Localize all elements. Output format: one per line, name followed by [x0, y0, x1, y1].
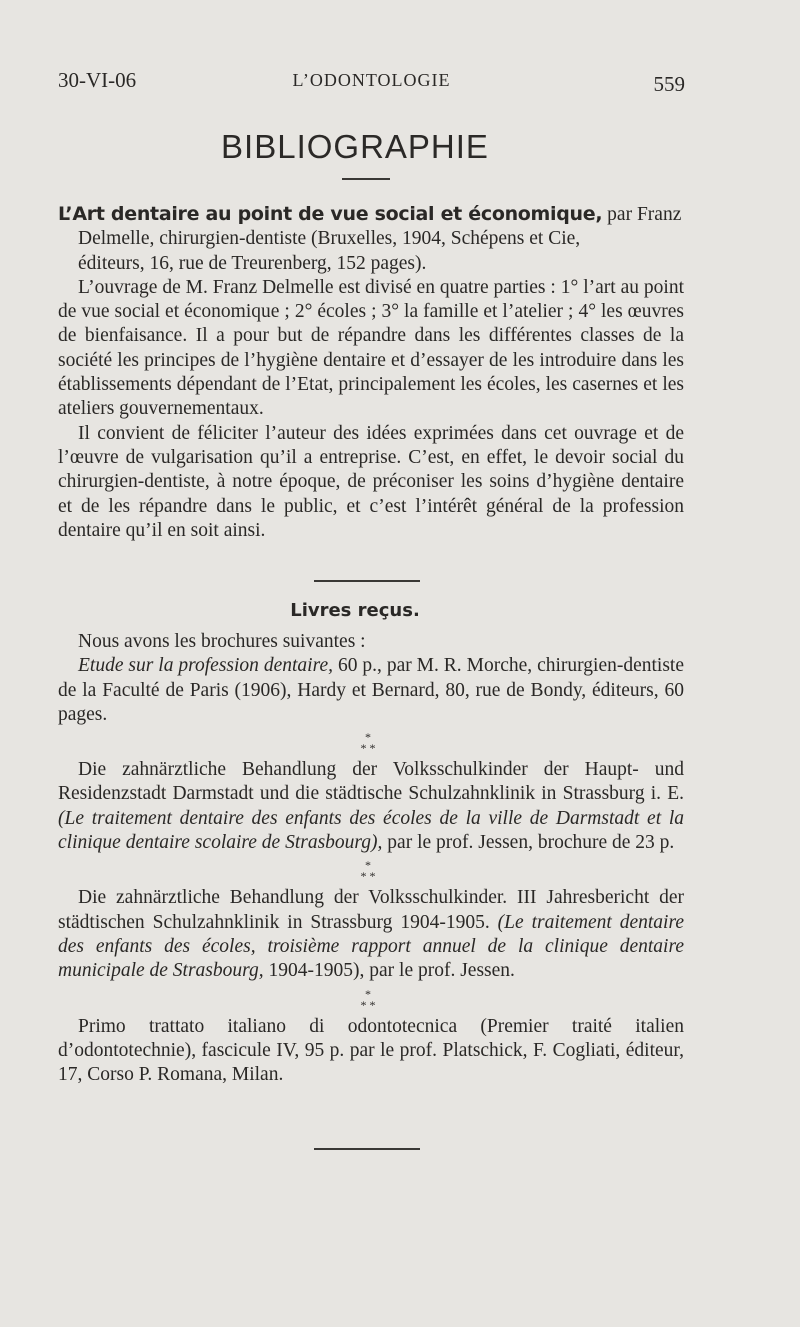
issue-date: 30-VI-06	[58, 68, 137, 92]
star-top: *	[365, 730, 371, 745]
book-3-translation: (Le traitement dentaire des enfants des écoles, troisième rapport annuel de la clinique dentaire municipale de Strasbourg,	[58, 911, 684, 982]
star-separator-2	[58, 858, 684, 884]
section-divider	[314, 580, 420, 582]
star-separator-1	[58, 730, 684, 756]
star-top: *	[365, 858, 371, 873]
book-2-title: Die zahnärztliche Behandlung der Volksschulkinder der Haupt- und Residenzstadt Darmstadt und die städtische Schulzahnklinik in Strassburg i. E.	[58, 759, 684, 805]
book-entry-2	[58, 758, 684, 855]
books-list	[58, 630, 684, 1087]
star-top: *	[365, 986, 371, 1001]
star-pair: * *	[360, 741, 376, 756]
book-2-details: par le prof. Jessen, brochure de 23 p.	[382, 832, 675, 854]
book-3-title: Die zahnärztliche Behandlung der Volksschulkinder. III Jahresbericht der städtischen Schulzahnklinik in Strassburg 1904-1905.	[58, 887, 684, 933]
review-paragraph-1: L’ouvrage de M. Franz Delmelle est divisé en quatre parties : 1° l’art au point de vue social et économique ; 2° écoles ; 3° la famille et l’atelier ; 4° les œuvres de bienfaisance. Il a pour but de répandre dans les différentes classes de la société les principes de l’hygiène dentaire et d’essayer de les introduire dans les établissements dépendant de l’Etat, principalement les écoles, les casernes et les ateliers gouvernementaux.	[58, 276, 684, 420]
star-separator-3	[58, 988, 684, 1010]
books-intro: Nous avons les brochures suivantes :	[78, 631, 366, 652]
review-heading: L’Art dentaire au point de vue social et économique,	[58, 203, 603, 225]
end-divider	[314, 1148, 420, 1150]
book-entry-1	[58, 654, 684, 727]
page-number: 559	[653, 72, 685, 96]
book-3-details: 1904-1905), par le prof. Jessen.	[263, 960, 515, 982]
title-divider	[342, 178, 390, 180]
book-entry-4: Primo trattato italiano di odontotecnica (Premier traité italien d’odontotechnie), fascicule IV, 95 p. par le prof. Platschick, F. Cogliati, éditeur, 17, Corso P. Romana, Milan.	[58, 1015, 684, 1086]
review-paragraph-2: Il convient de féliciter l’auteur des idées exprimées dans cet ouvrage et de l’œuvre de vulgarisation qu’il a entreprise. C’est, en effet, le devoir social du chirurgien-dentiste, à notre époque, de préconiser les soins d’hygiène dentaire et de les répandre dans le public, et c’est l’intérêt général de la profession dentaire qu’il en soit ainsi.	[58, 422, 684, 541]
book-2-translation: (Le traitement dentaire des enfants des écoles de la ville de Darmstadt et la clinique dentaire scolaire de Strasbourg),	[58, 807, 684, 854]
review-entry	[58, 202, 684, 543]
section-heading: BIBLIOGRAPHIE	[221, 128, 489, 165]
running-header	[58, 68, 685, 98]
books-section-title: Livres reçus.	[290, 600, 420, 621]
book-1-details: 60 p., par M. R. Morche, chirurgien-dentiste de la Faculté de Paris (1906), Hardy et Bernard, 80, rue de Bondy, éditeurs, 60 pages.	[58, 655, 684, 725]
review-citation-line-2: éditeurs, 16, rue de Treurenberg, 152 pages).	[78, 252, 427, 274]
journal-name: L’ODONTOLOGIE	[292, 70, 451, 90]
review-citation-start: par Franz	[602, 204, 682, 225]
book-1-title: Etude sur la profession dentaire,	[78, 655, 333, 677]
star-pair: * *	[360, 997, 376, 1012]
book-entry-3	[58, 886, 684, 983]
review-citation-line-1: Delmelle, chirurgien-dentiste (Bruxelles, 1904, Schépens et Cie,	[78, 228, 581, 250]
star-pair: * *	[360, 869, 376, 884]
